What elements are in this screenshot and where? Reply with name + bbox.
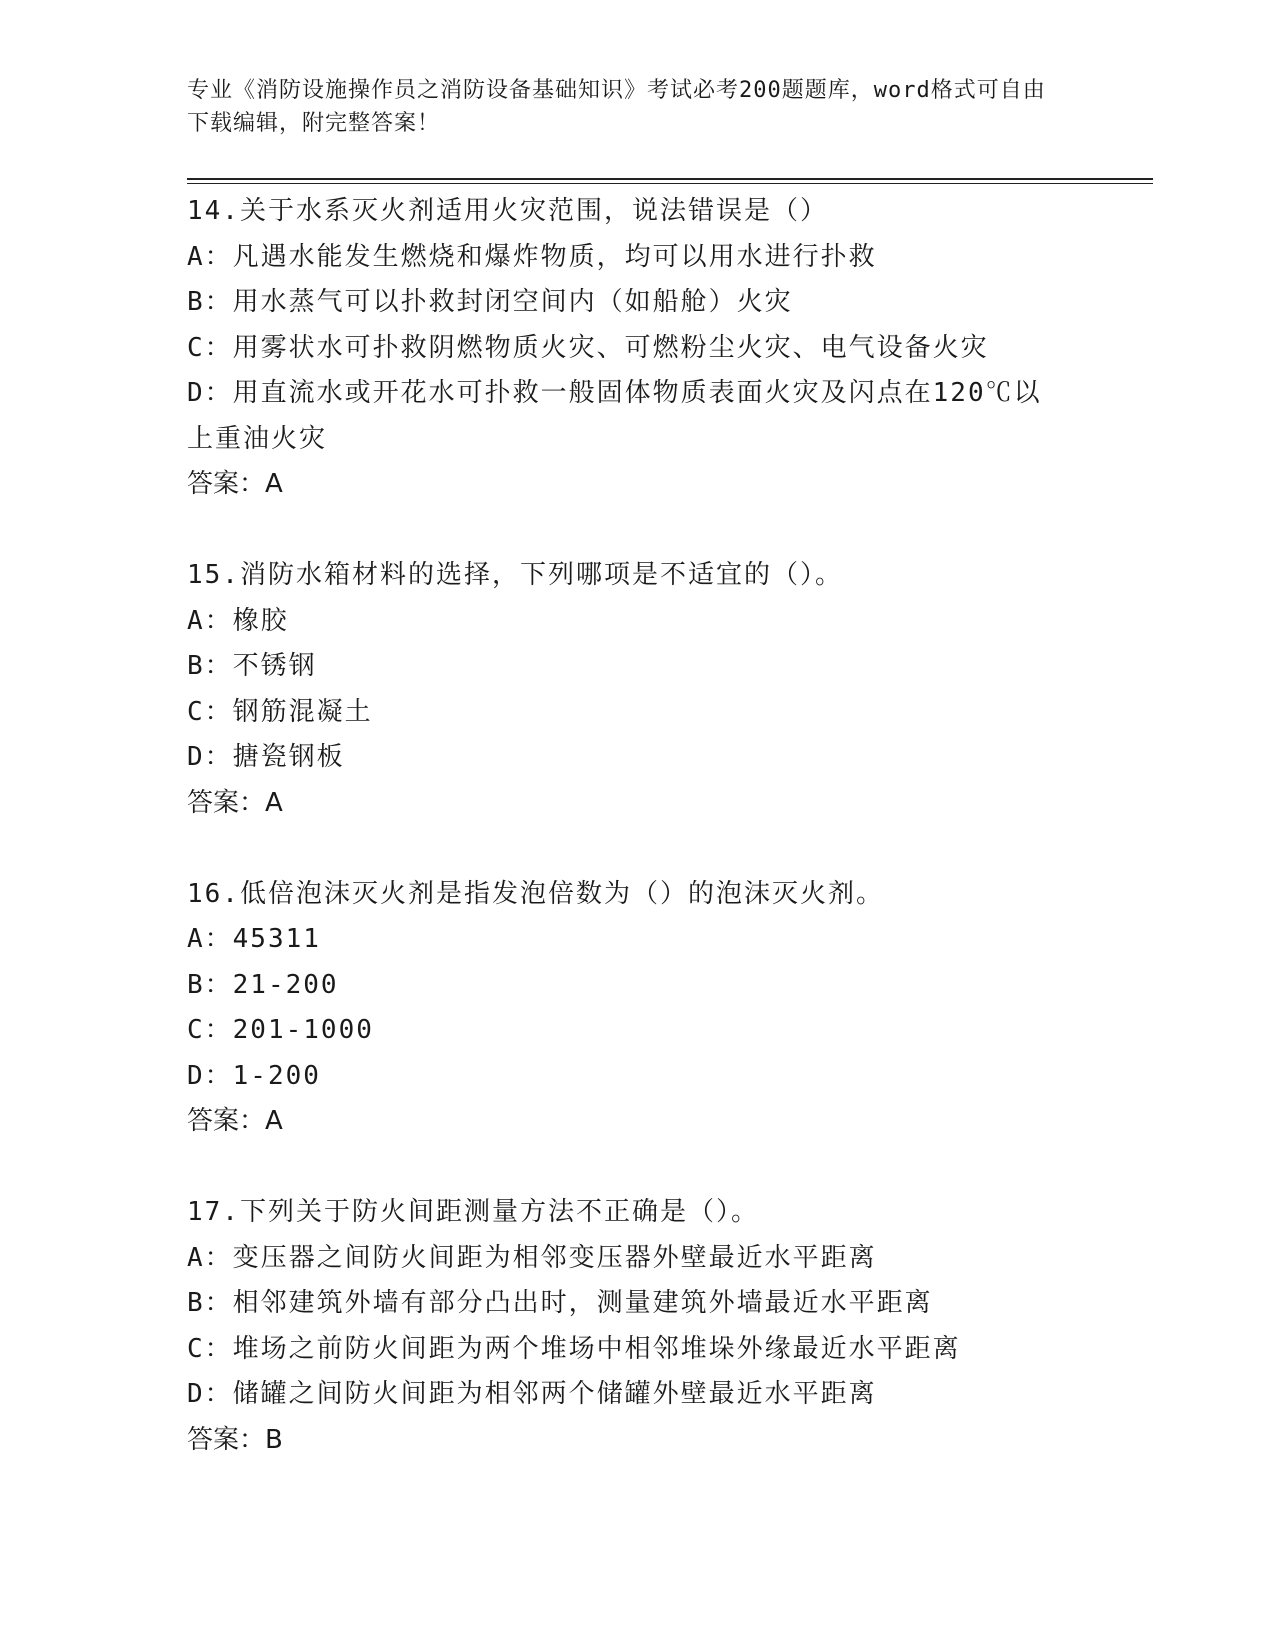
option-c: C：用雾状水可扑救阴燃物质火灾、可燃粉尘火灾、电气设备火灾 xyxy=(187,332,989,363)
option-a: A：凡遇水能发生燃烧和爆炸物质，均可以用水进行扑救 xyxy=(187,241,877,272)
answer-line: 答案：A xyxy=(187,1106,283,1136)
question-stem: 17.下列关于防火间距测量方法不正确是（）。 xyxy=(187,1197,759,1227)
question-stem: 15.消防水箱材料的选择，下列哪项是不适宜的（）。 xyxy=(187,560,843,590)
option-d: D：用直流水或开花水可扑救一般固体物质表面火灾及闪点在120℃以上重油火灾 xyxy=(187,378,1042,454)
option-c: C：201-1000 xyxy=(187,1015,374,1045)
option-b: B：21-200 xyxy=(187,969,339,1000)
option-c: C：堆场之前防火间距为两个堆场中相邻堆垛外缘最近水平距离 xyxy=(187,1333,961,1364)
question-stem: 14.关于水系灭火剂适用火灾范围，说法错误是（） xyxy=(187,196,828,226)
question-list xyxy=(187,189,1067,1463)
option-d: D：储罐之间防火间距为相邻两个储罐外壁最近水平距离 xyxy=(187,1379,877,1409)
question-block xyxy=(187,553,1067,826)
header-divider-thin xyxy=(187,183,1153,184)
option-d: D：搪瓷钢板 xyxy=(187,742,345,772)
question-spacer xyxy=(187,1145,1067,1191)
question-spacer xyxy=(187,826,1067,872)
answer-line: 答案：A xyxy=(187,787,283,818)
header-divider-thick xyxy=(187,178,1153,180)
option-c: C：钢筋混凝土 xyxy=(187,696,373,727)
question-block xyxy=(187,872,1067,1145)
question-stem: 16.低倍泡沫灭火剂是指发泡倍数为（）的泡沫灭火剂。 xyxy=(187,878,884,909)
option-b: B：用水蒸气可以扑救封闭空间内（如船舱）火灾 xyxy=(187,287,793,317)
answer-line: 答案：A xyxy=(187,469,283,499)
answer-line: 答案：B xyxy=(187,1424,283,1455)
option-a: A：变压器之间防火间距为相邻变压器外壁最近水平距离 xyxy=(187,1242,877,1273)
option-b: B：不锈钢 xyxy=(187,651,317,681)
document-header: 专业《消防设施操作员之消防设备基础知识》考试必考200题题库，word格式可自由下载编辑，附完整答案！ xyxy=(187,78,1046,136)
question-spacer xyxy=(187,508,1067,554)
question-block xyxy=(187,1190,1067,1463)
option-d: D：1-200 xyxy=(187,1060,321,1091)
option-a: A：45311 xyxy=(187,924,321,954)
question-block xyxy=(187,189,1067,508)
option-a: A：橡胶 xyxy=(187,605,289,636)
option-b: B：相邻建筑外墙有部分凸出时，测量建筑外墙最近水平距离 xyxy=(187,1288,933,1318)
